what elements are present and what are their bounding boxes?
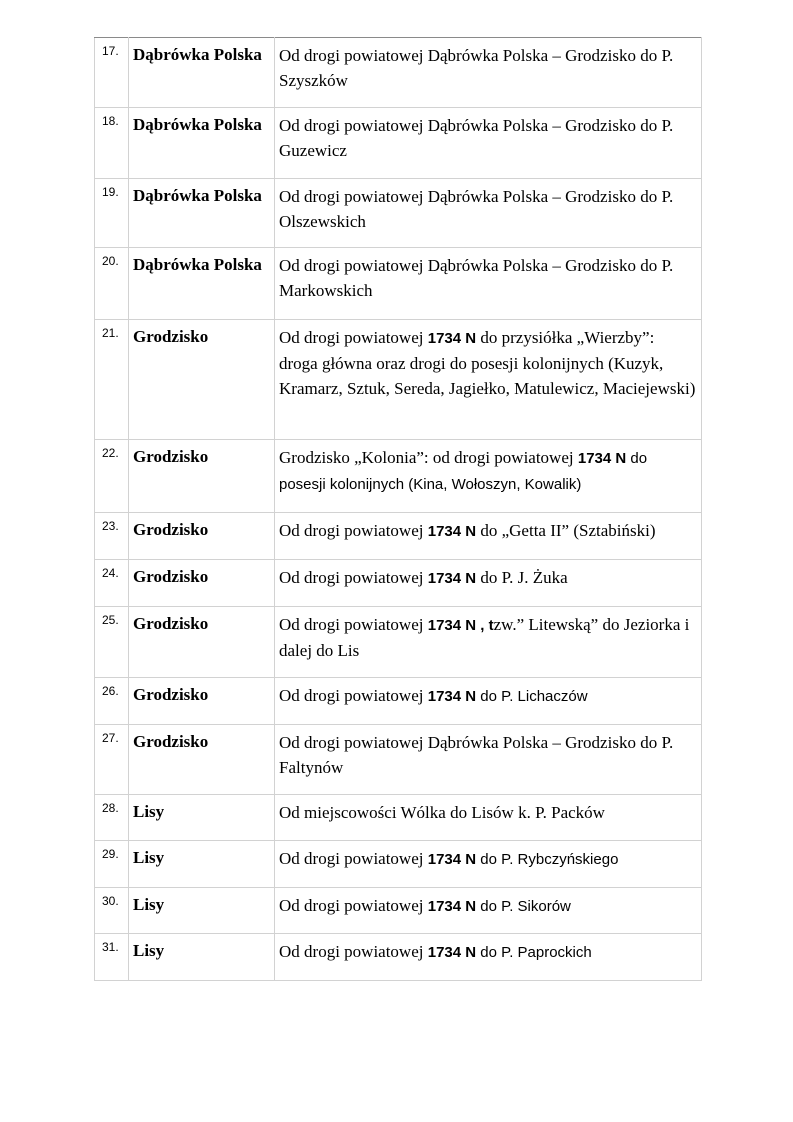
description-segment: do P. J. Żuka [476,568,568,587]
description-segment: zw.” Litewską” do Jeziorka i dalej do Lis [279,615,690,660]
road-description [275,888,702,934]
description-segment: Od drogi powiatowej Dąbrówka Polska – Grodzisko do P. Faltynów [279,733,674,777]
table-row [95,513,702,560]
description-segment: Od drogi powiatowej Dąbrówka Polska – Grodzisko do P. Guzewicz [279,116,674,160]
table-row [95,320,702,440]
road-description [275,38,702,108]
description-segment: 1734 N [427,898,477,915]
description-segment: Od drogi powiatowej [279,686,428,705]
roads-table-body [95,38,702,981]
locality-name: Grodzisko [129,440,275,513]
row-number: 26. [95,678,129,725]
road-description [275,108,702,179]
row-number: 23. [95,513,129,560]
locality-name: Dąbrówka Polska [129,108,275,179]
description-segment: do P. Sikorów [476,898,571,915]
locality-name: Lisy [129,934,275,981]
description-segment: 1734 N [427,944,477,961]
description-segment: 1734 N [427,851,477,868]
description-segment: 1734 N , t [427,617,494,634]
row-number: 24. [95,560,129,607]
row-number: 27. [95,725,129,795]
road-description [275,795,702,841]
description-segment: Od miejscowości Wólka do Lisów k. P. Packów [279,803,605,822]
table-row [95,678,702,725]
description-segment: do P. Lichaczów [476,688,588,705]
table-row [95,108,702,179]
locality-name: Grodzisko [129,513,275,560]
locality-name: Grodzisko [129,560,275,607]
description-segment: Grodzisko „Kolonia”: od drogi powiatowej [279,448,578,467]
description-segment: Od drogi powiatowej [279,568,428,587]
description-segment: Od drogi powiatowej [279,896,428,915]
description-segment: 1734 N [427,688,477,705]
description-segment: Od drogi powiatowej [279,849,428,868]
locality-name: Lisy [129,888,275,934]
row-number: 31. [95,934,129,981]
row-number: 19. [95,179,129,248]
road-description [275,440,702,513]
table-row [95,179,702,248]
description-segment: Od drogi powiatowej [279,942,428,961]
table-row [95,560,702,607]
locality-name: Lisy [129,795,275,841]
locality-name: Grodzisko [129,320,275,440]
description-segment: do „Getta II” (Sztabiński) [476,521,656,540]
road-description [275,560,702,607]
locality-name: Dąbrówka Polska [129,38,275,108]
description-segment: 1734 N [427,523,477,540]
row-number: 21. [95,320,129,440]
locality-name: Lisy [129,841,275,888]
table-row [95,440,702,513]
locality-name: Dąbrówka Polska [129,248,275,320]
description-segment: Od drogi powiatowej [279,615,428,634]
road-description [275,179,702,248]
row-number: 30. [95,888,129,934]
road-description [275,841,702,888]
description-segment: do P. Paprockich [476,944,592,961]
table-row [95,934,702,981]
road-description [275,248,702,320]
table-row [95,607,702,678]
row-number: 17. [95,38,129,108]
description-segment: do przysiółka „Wierzby”: droga główna oraz drogi do posesji kolonijnych (Kuzyk, Kramarz, Sztuk, Sereda, Jagiełko, Matulewicz, Maciejewski) [279,328,696,398]
table-row [95,888,702,934]
table-row [95,725,702,795]
road-description [275,320,702,440]
road-description [275,607,702,678]
table-row [95,248,702,320]
row-number: 18. [95,108,129,179]
road-description [275,934,702,981]
locality-name: Dąbrówka Polska [129,179,275,248]
row-number: 29. [95,841,129,888]
table-row [95,841,702,888]
description-segment: 1734 N [427,330,477,347]
row-number: 20. [95,248,129,320]
table-row [95,795,702,841]
row-number: 25. [95,607,129,678]
description-segment: do P. Rybczyńskiego [476,851,619,868]
description-segment: Od drogi powiatowej Dąbrówka Polska – Grodzisko do P. Olszewskich [279,187,674,231]
description-segment: Od drogi powiatowej [279,521,428,540]
road-description [275,678,702,725]
description-segment: 1734 N [427,570,477,587]
table-row [95,38,702,108]
road-description [275,725,702,795]
locality-name: Grodzisko [129,725,275,795]
road-description [275,513,702,560]
description-segment: 1734 N [577,450,627,467]
row-number: 22. [95,440,129,513]
locality-name: Grodzisko [129,678,275,725]
roads-table [94,37,702,981]
row-number: 28. [95,795,129,841]
locality-name: Grodzisko [129,607,275,678]
description-segment: do posesji kolonijnych (Kina, Wołoszyn, Kowalik) [279,450,648,493]
description-segment: Od drogi powiatowej Dąbrówka Polska – Grodzisko do P. Markowskich [279,256,674,300]
description-segment: Od drogi powiatowej [279,328,428,347]
description-segment: Od drogi powiatowej Dąbrówka Polska – Grodzisko do P. Szyszków [279,46,674,90]
